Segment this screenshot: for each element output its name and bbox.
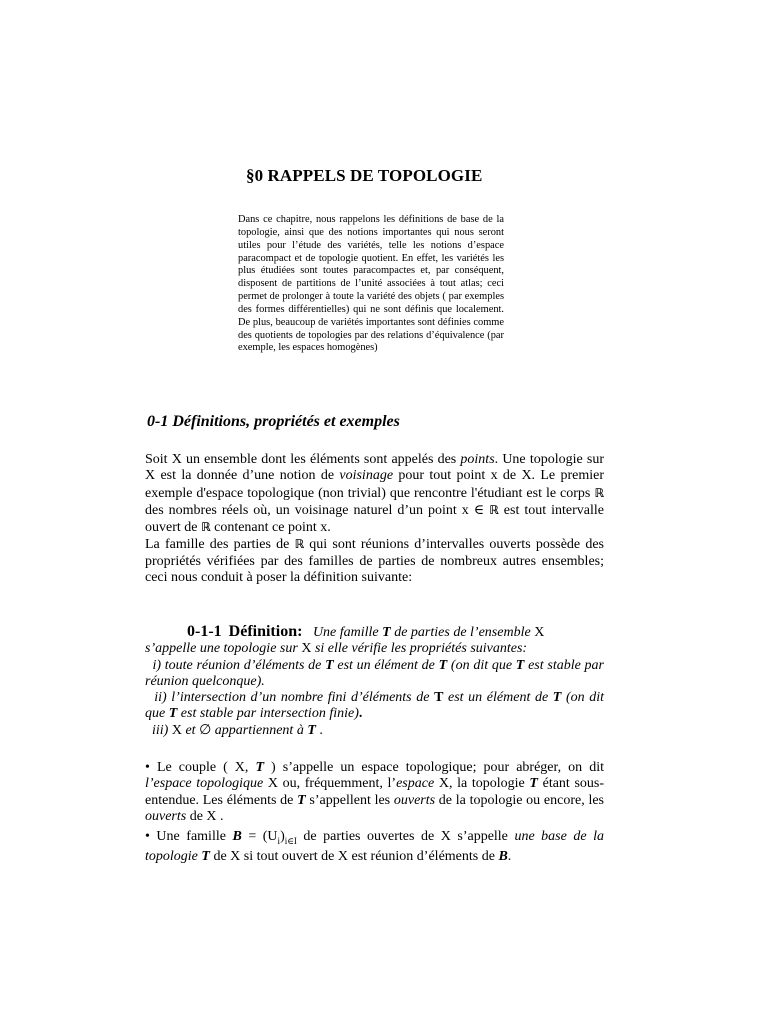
real-numbers-symbol: ℝ xyxy=(594,485,604,500)
definition-item-iii: iii) X et ∅ appartiennent à T . xyxy=(152,722,323,738)
bullets-block xyxy=(145,760,604,866)
intro-paragraph-1: Soit X un ensemble dont les éléments sont appelés des points. Une topologie sur X est la donnée d’une notion de voisinage pour tout point x de X. Le premier exemple d'espace topologique (non trivial) que rencontre l'étudiant est le corps ℝ des nombres réels où, un voisinage naturel d’un point x ∈ ℝ est tout intervalle ouvert de ℝ contenant ce point x. xyxy=(145,452,605,536)
chapter-title: §0 RAPPELS DE TOPOLOGIE xyxy=(246,166,483,185)
definition-item-i: i) toute réunion d’éléments de T est un élément de T (on dit que T est stable par réunion quelconque). xyxy=(145,657,604,689)
empty-set-symbol: ∅ xyxy=(199,722,212,738)
element-of-symbol: ∈ xyxy=(473,502,485,518)
definition-line-1: 0-1-1 Définition: Une famille T de parties de l’ensemble X xyxy=(145,624,604,641)
abstract-paragraph: Dans ce chapitre, nous rappelons les définitions de base de la topologie, ainsi que des notions importantes qui nous seront utiles pour l’étude des variétés, telle les notions d’espace paracompact et de topologie quotient. En effet, les variétés les plus étudiées sont toutes paracompactes et, par conséquent, disposent de partitions de l’unité associées à tout atlas; ceci permet de prolonger à toute la variété des objets ( par exemples des formes différentielles) qui ne sont définis que localement. De plus, beaucoup de variétés importantes sont définies comme des quotients de topologies par des relations d’équivalence (par exemple, les espaces homogènes) xyxy=(238,214,504,354)
definition-block xyxy=(145,624,604,739)
bullet-topological-space: • Le couple ( X, T ) s’appelle un espace topologique; pour abréger, on dit l’espace topologique X ou, fréquemment, l’espace X, la topologie T étant sous-entendue. Les éléments de T s’appellent les ouverts de la topologie ou encore, les ouverts de X . xyxy=(145,760,605,824)
definition-label: Définition: xyxy=(228,623,303,640)
intro-text xyxy=(145,452,604,586)
definition-number: 0-1-1 xyxy=(187,623,222,640)
definition-item-ii: ii) l’intersection d’un nombre fini d’éléments de T est un élément de T (on dit que T est stable par intersection finie). xyxy=(145,690,605,722)
definition-line-2: s’appelle une topologie sur X si elle vérifie les propriétés suivantes: xyxy=(145,641,528,657)
section-title: 0-1 Définitions, propriétés et exemples xyxy=(147,413,400,430)
bullet-base-topology: • Une famille $B = (U_i)_{i\in I}$ de parties ouvertes de X s’appelle une base de la topologie T de X si tout ouvert de X est réunion d’éléments de B. xyxy=(145,829,605,865)
intro-paragraph-2: La famille des parties de ℝ qui sont réunions d’intervalles ouverts possède des propriétés vérifiées par des familles de parties de nombreux autres ensembles; ceci nous conduit à poser la définition suivante: xyxy=(145,537,604,586)
